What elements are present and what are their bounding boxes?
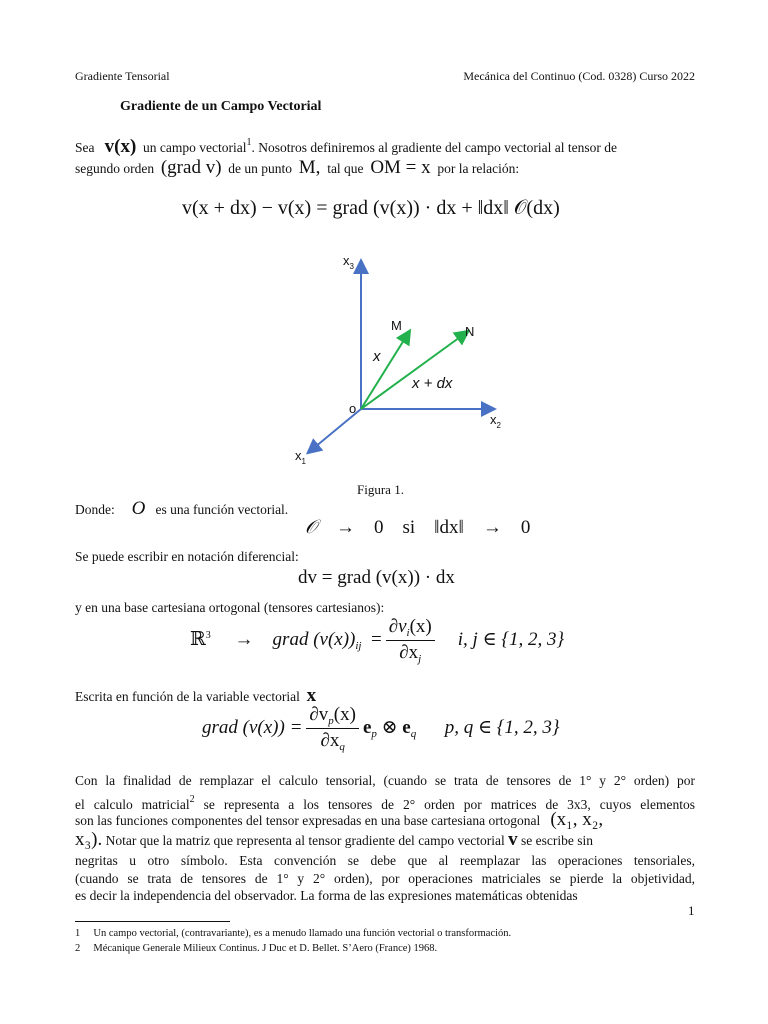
paragraph-line-1: Con la finalidad de remplazar el calculo tensorial, (cuando se trata de tensores de 1° y 2° orden) por [75, 773, 695, 788]
intro-line-2 [75, 158, 695, 178]
intro-gradv: (grad v) [160, 157, 222, 178]
vector-variable-line [75, 686, 695, 706]
intro-line2c: tal que [327, 161, 364, 176]
equation-cartesian-components: ℝ$^3$ → grad $(v(x))_{ij}$ = $\frac{\partial v_i(x)}{\partial x_j}$ i, j ∈ {1, 2, 3} [190, 616, 565, 665]
eq2-si: si [402, 517, 416, 538]
eq4-lhs: grad (v(x)) [272, 628, 356, 650]
intro-line2b: de un punto [228, 161, 293, 176]
label-point-n: N [465, 324, 475, 339]
label-origin: o [349, 401, 357, 416]
equation-vector-gradient: grad (v(x)) = $\frac{\partial v_p(x)}{\partial x_q}$ $e_p$ ⊗ $e_q$ p, q ∈ {1, 2, 3} [202, 704, 560, 753]
eq4-space: ℝ [190, 628, 206, 650]
donde-symbol: O [131, 498, 146, 519]
vector-variable-symbol: x [306, 685, 317, 706]
section-title: Gradiente de un Campo Vectorial [120, 99, 322, 114]
donde-text: es una función vectorial. [155, 502, 289, 517]
paragraph-coords: (x₁, x₂, [550, 809, 604, 830]
figure-vector-diagram [285, 248, 515, 468]
eq4-fraction: $\frac{\partial v_i(x)}{\partial x_j}$ [386, 616, 435, 665]
intro-vx: v(x) [104, 136, 137, 157]
eq5-fraction: $\frac{\partial v_p(x)}{\partial x_q}$ [306, 704, 359, 753]
paragraph-line-4: x₃). Notar que la matriz que representa al tensor gradiente del campo vectorial v se escribe sin [75, 829, 594, 850]
footnote-rule [75, 921, 230, 922]
label-x2: $x_2$ [490, 412, 501, 430]
donde-label: Donde: [75, 502, 115, 517]
cartesian-base-text: y en una base cartesiana ortogonal (tensores cartesianos): [75, 600, 385, 615]
equation-gradient-definition: v(x + dx) − v(x) = grad (v(x)) · dx + ‖dx‖ 𝒪(dx) [182, 197, 560, 219]
eq5-lhs: grad (v(x)) = [202, 716, 303, 738]
intro-text2: . Nosotros definiremos al gradiente del campo vectorial al tensor de [251, 140, 618, 155]
eq2-o: 𝒪 [305, 517, 317, 538]
label-point-m: M [391, 318, 402, 333]
eq2-zero2: 0 [520, 517, 531, 538]
diff-notation-text: Se puede escribir en notación diferencial: [75, 549, 299, 564]
vector-variable-text: Escrita en función de la variable vectorial [75, 689, 300, 704]
eq5-otimes: ⊗ [381, 716, 398, 738]
vector-om [361, 332, 409, 409]
donde-line [75, 499, 695, 519]
eq2-zero: 0 [373, 517, 384, 538]
eq4-range: i, j ∈ {1, 2, 3} [457, 628, 565, 650]
intro-line2a: segundo orden [75, 161, 155, 176]
paragraph-line-7: es decir la independencia del observador. La forma de las expresiones matemáticas obtenidas [75, 888, 578, 903]
eq2-norm: ‖dx‖ [434, 517, 464, 538]
intro-line2d: por la relación: [437, 161, 520, 176]
label-x1: $x_1$ [295, 448, 306, 466]
intro-sea: Sea [75, 140, 95, 155]
eq5-e2: e [402, 716, 411, 738]
label-vector-x: x [373, 348, 381, 365]
footnote-mark-1: 1 [246, 137, 252, 148]
eq5-range: p, q ∈ {1, 2, 3} [444, 716, 560, 738]
paragraph-v-symbol: v [508, 829, 518, 850]
header-right: Mecánica del Continuo (Cod. 0328) Curso 2022 [463, 69, 695, 83]
figure-caption: Figura 1. [357, 482, 404, 497]
intro-point-m: M, [298, 157, 321, 178]
intro-text1: un campo vectorial [143, 140, 247, 155]
page-number: 1 [688, 903, 695, 918]
equation-differential: dv = grad (v(x)) · dx [298, 567, 455, 588]
footnote-1: 1 Un campo vectorial, (contravariante), es a menudo llamado una función vectorial o transformación. [75, 928, 512, 939]
paragraph-line-5: negritas u otro símbolo. Esta convención se debe que al reemplazar las operaciones tensoriales, [75, 853, 695, 868]
equation-o-limit [305, 517, 530, 539]
eq5-e1: e [362, 716, 372, 738]
paragraph-line-6: (cuando se trata de tensores de 1° y 2° orden), por operaciones matriciales se pierde la objetividad, [75, 871, 695, 886]
eq4-arrow: → [234, 628, 254, 650]
label-x3: $x_3$ [343, 253, 354, 271]
eq2-arrow: → [335, 517, 355, 538]
eq2-arrow2: → [482, 517, 502, 538]
vector-on [361, 332, 467, 409]
paragraph-line-3: son las funciones componentes del tensor expresadas en una base cartesiana ortogonal (x₁, x₂, [75, 809, 604, 830]
footnote-mark-2: 2 [189, 794, 195, 805]
footnote-2: 2 Mécanique Generale Milieux Continus. J Duc et D. Bellet. S’Aero (France) 1968. [75, 943, 438, 954]
intro-om: OM = x [370, 157, 431, 178]
eq4-space-sup: 3 [205, 629, 211, 641]
label-vector-xdx: x + dx [412, 375, 453, 392]
intro-line-1 [75, 133, 695, 157]
eq4-lhs-sub: ij [355, 639, 362, 652]
header-left: Gradiente Tensorial [75, 69, 170, 83]
paragraph-line-2: el calculo matricial$^2$ se representa a los tensores de 2° orden por matrices de 3x3, cuyos elementos [75, 794, 695, 812]
